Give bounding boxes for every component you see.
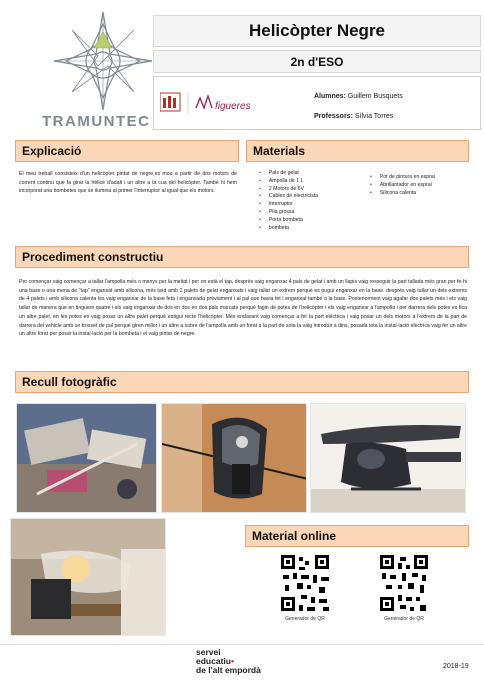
- photo-helicopter-closeup: [161, 403, 307, 513]
- qr-block-2: [374, 553, 434, 622]
- qr-code-icon[interactable]: [279, 553, 331, 613]
- qr-caption-1: Generador de QR: [285, 616, 325, 622]
- material-item: • Silicona calenta: [370, 190, 480, 198]
- photo-bottle-bulb: [10, 518, 166, 636]
- students-label: Alumnes:: [314, 93, 346, 100]
- course-label: 2n d'ESO: [153, 50, 481, 73]
- material-item: • Pila grossa: [259, 209, 359, 217]
- qr-block-1: [275, 553, 335, 622]
- footer-divider: [0, 644, 484, 645]
- students-line: [314, 93, 403, 100]
- tramuntec-star-logo: [52, 10, 154, 112]
- school-year: 2018-19: [443, 663, 469, 670]
- material-item: • Ampolla de 1 L: [259, 178, 359, 186]
- material-item: • Pals de gelat: [259, 170, 359, 178]
- section-header-recull: Recull fotogràfic: [15, 371, 469, 393]
- qr-code-icon[interactable]: [378, 553, 430, 613]
- school-info-box: [153, 76, 481, 130]
- material-item: • Interruptor: [259, 201, 359, 209]
- procediment-text: Per començar vaig començar a tallar l'ampolla més o menys per la meitat i per on està el tap, desprès vaig enganxar 4 pals de gelat i amb un llapis vaig resseguir la part tallada més gran per fe-hi una base o una mena de "tap" enganxat amb silicona, més tard amb 2 palets de gelat enganxats i vaig tallar un extrem perquè es pugui enganxar en la base. després vaig tallar un dels extrems de 4 palets i amb silicona calenta les vaig enganxar de la base feta i enganxada prèviament i al pal que havia fet i enganxat també a la base. Posteriorment vaig agafar dos palets més i els vaig tallar de manera que en tinguem quatre i els vaig enganxar de dos en dos en dos pals marcats perquè fagin de potes de l'helicòpter i els vaig enganxar a l'ampolla i per darrera dels potes es fica un altre palet, en les potes en vaig posar un altre palet perquè estigui recte l'helicòpter. Més endavant vaig començar a fer la part elèctrica i vaig posar un dels motors a l'extrem de la part de darrera del vehicle amb un trosset de pal perquè giren millor i un altre a sobre de l'ampolla amb un forat a la part de sota la vaig introduir a dins, posada tota la instal·lació elèctrica vaig fer un altre un altre forat per posar la instal·lació per la bombeta i el vaig pintar de negre.: [19, 279, 467, 338]
- figueres-logo-text: figueres: [215, 101, 251, 112]
- footer-logo-dot: •: [230, 656, 234, 666]
- students-value: Guillem Busquets: [347, 93, 403, 100]
- section-header-materials: Materials: [246, 140, 469, 162]
- footer-logo-line2: educatiu: [196, 656, 231, 666]
- servei-educatiu-logo: [196, 648, 261, 675]
- footer-logo-line3: de l'alt empordà: [196, 665, 261, 675]
- teachers-label: Professors:: [314, 113, 353, 120]
- photo-helicopter-finished: [310, 403, 466, 513]
- section-header-material-online: Material online: [245, 525, 469, 547]
- page-title: Helicòpter Negre: [153, 15, 481, 47]
- tramuntec-wordmark: TRAMUNTEC: [42, 113, 151, 130]
- material-item: • 2 Motors de 6V: [259, 186, 359, 194]
- qr-caption-2: Generador de QR: [384, 616, 424, 622]
- material-item: • Porta bombeta: [259, 217, 359, 225]
- material-item: • bombeta: [259, 225, 359, 233]
- materials-list-col1: [259, 170, 359, 232]
- material-item: • Abrillantador en esprai: [370, 182, 480, 190]
- footer-logo-line1: servei: [196, 647, 221, 657]
- school-logos: [160, 90, 310, 116]
- materials-list-col2: [370, 174, 480, 197]
- photo-workbench: [16, 403, 157, 513]
- explicacio-text: El meu treball consisteix d'un helicòpter pintat de negre,es mou a partir de dos motors de corrent continu que fa girar la hèlice d'adalt i un altre a la cua del helicòpter. També hi hem incorporat una bombetes que se ilumina al primer l'interruptor al igual que els motors.: [19, 171, 237, 195]
- material-item: • Pot de pintura en esprai: [370, 174, 480, 182]
- section-header-procediment: Procediment constructiu: [15, 246, 469, 268]
- section-header-explicacio: Explicació: [15, 140, 239, 162]
- teachers-value: Sílvia Torres: [354, 113, 394, 120]
- material-item: • Cables de electricista: [259, 193, 359, 201]
- teachers-line: [314, 113, 393, 120]
